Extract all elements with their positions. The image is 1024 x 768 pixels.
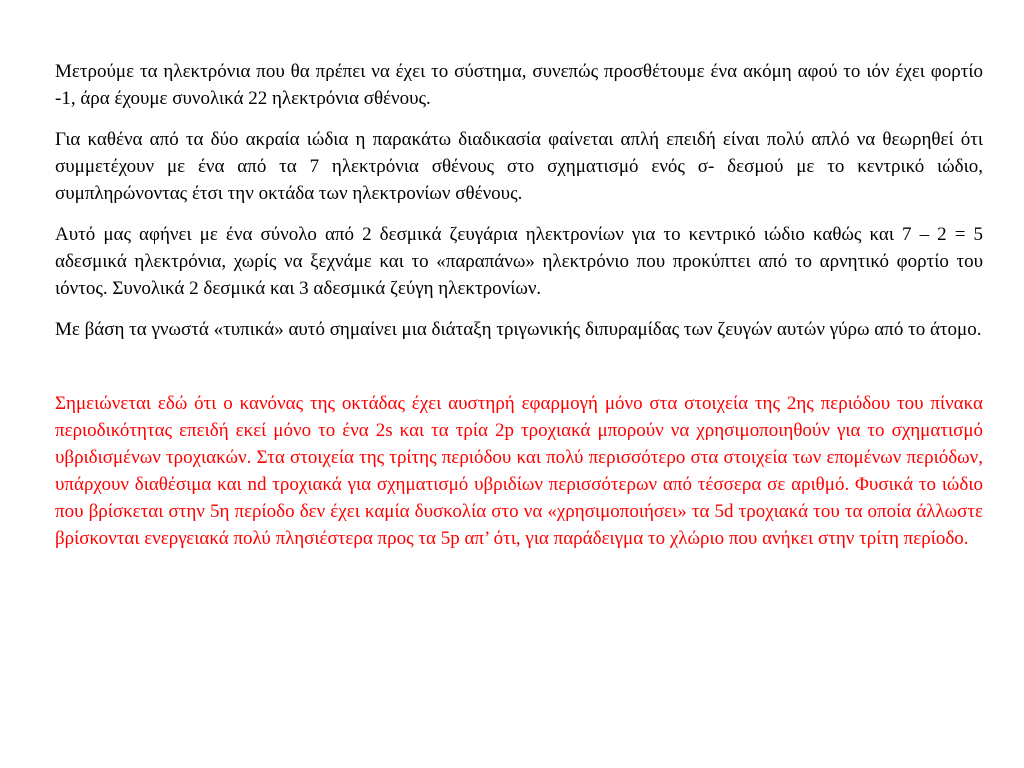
paragraph-geometry: Με βάση τα γνωστά «τυπικά» αυτό σημαίνει μια διάταξη τριγωνικής διπυραμίδας των ζευγών αυτών γύρω από το άτομο. <box>55 319 982 340</box>
paragraph-electron-count: Μετρούμε τα ηλεκτρόνια που θα πρέπει να έχει το σύστημα, συνεπώς προσθέτουμε ένα ακόμη αφού το ιόν έχει φορτίο -1, άρα έχουμε συνολικά 22 ηλεκτρόνια σθένους. <box>55 61 983 109</box>
paragraph-terminal-iodines: Για καθένα από τα δύο ακραία ιώδια η παρακάτω διαδικασία φαίνεται απλή επειδή είναι πολύ απλό να θεωρηθεί ότι συμμετέχουν με ένα από τα 7 ηλεκτρόνια σθένους στο σχηματισμό ενός σ- δεσμού με το κεντρικό ιώδιο, συμπληρώνοντας έτσι την οκτάδα των ηλεκτρονίων σθένους. <box>55 129 983 204</box>
paragraph-electron-pairs: Αυτό μας αφήνει με ένα σύνολο από 2 δεσμικά ζευγάρια ηλεκτρονίων για το κεντρικό ιώδιο καθώς και 7 – 2 = 5 αδεσμικά ηλεκτρόνια, χωρίς να ξεχνάμε και το «παραπάνω» ηλεκτρόνιο που προκύπτει από το αρνητικό φορτίο του ιόντος. Συνολικά 2 δεσμικά και 3 αδεσμικά ζεύγη ηλεκτρονίων. <box>55 224 983 299</box>
octet-rule-note: Σημειώνεται εδώ ότι ο κανόνας της οκτάδας έχει αυστηρή εφαρμογή μόνο στα στοιχεία της 2ης περιόδου του πίνακα περιοδικότητας επειδή εκεί μόνο το ένα 2s και τα τρία 2p τροχιακά μπορούν να χρησιμοποιηθούν για το σχηματισμό υβριδισμένων τροχιακών. Στα στοιχεία της τρίτης περιόδου και πολύ περισσότερο στα στοιχεία των επομένων περιόδων, υπάρχουν διαθέσιμα και nd τροχιακά για σχηματισμό υβριδίων περισσότερων από τέσσερα σε αριθμό. Φυσικά το ιώδιο που βρίσκεται στην 5η περίοδο δεν έχει καμία δυσκολία στο να «χρησιμοποιήσει» τα 5d τροχιακά του τα οποία άλλωστε βρίσκονται ενεργειακά πολύ πλησιέστερα προς τα 5p απ’ ότι, για παράδειγμα το χλώριο που ανήκει στην τρίτη περίοδο. <box>55 393 983 549</box>
